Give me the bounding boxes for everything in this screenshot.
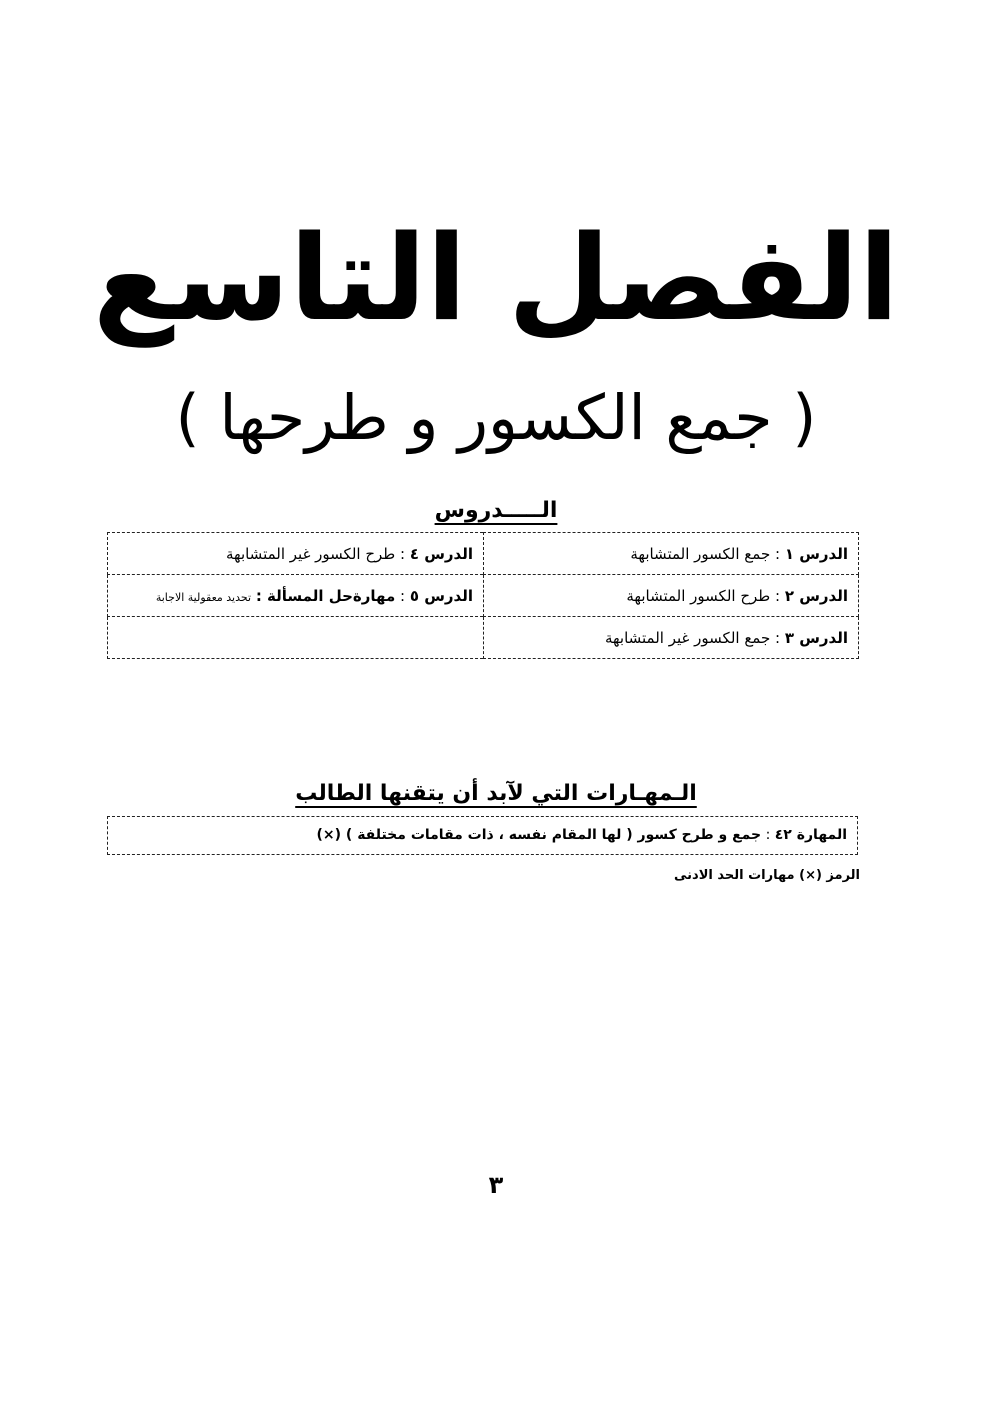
lesson-text: مهارةحل المسألة : bbox=[255, 586, 396, 605]
chapter-subtitle: ( جمع الكسور و طرحها ) bbox=[175, 381, 817, 454]
lesson-text: طرح الكسور غير المتشابهة bbox=[225, 544, 396, 563]
lesson-label: الدرس ٣ bbox=[784, 628, 848, 647]
lesson-text: طرح الكسور المتشابهة bbox=[626, 586, 771, 605]
skill-label: المهارة ٤٢ bbox=[774, 827, 847, 843]
chapter-title: الفصل التاسع bbox=[92, 209, 900, 347]
skill-box bbox=[107, 816, 858, 855]
lesson-cell bbox=[108, 575, 484, 617]
skill-text: جمع و طرح كسور ( لها المقام نفسه ، ذات مقامات مختلفة ) (×) bbox=[316, 827, 762, 843]
page-number: ٣ bbox=[488, 1171, 504, 1199]
lesson-cell-empty bbox=[108, 617, 484, 659]
lessons-heading: الـــــدروس bbox=[434, 498, 558, 523]
lesson-text: جمع الكسور المتشابهة bbox=[630, 544, 771, 563]
table-row bbox=[108, 533, 859, 575]
lesson-cell bbox=[108, 533, 484, 575]
lesson-label: الدرس ٥ bbox=[409, 586, 473, 605]
lesson-separator: : bbox=[770, 544, 785, 563]
lesson-cell bbox=[484, 617, 859, 659]
skill-separator: : bbox=[761, 827, 775, 843]
lesson-cell bbox=[484, 575, 859, 617]
lesson-text: جمع الكسور غير المتشابهة bbox=[604, 628, 771, 647]
lesson-label: الدرس ٢ bbox=[784, 586, 848, 605]
lesson-separator: : bbox=[770, 628, 785, 647]
lesson-label: الدرس ١ bbox=[784, 544, 848, 563]
lessons-table bbox=[107, 532, 859, 659]
table-row bbox=[108, 575, 859, 617]
lesson-note: تحديد معقولية الاجابة bbox=[155, 590, 252, 604]
skills-heading: الـمهـارات التي لآبد أن يتقنها الطالب bbox=[295, 781, 697, 806]
lesson-label: الدرس ٤ bbox=[409, 544, 473, 563]
table-row bbox=[108, 617, 859, 659]
lesson-separator: : bbox=[395, 544, 410, 563]
legend-note: الرمز (×) مهارات الحد الادنى bbox=[673, 868, 860, 883]
lesson-separator: : bbox=[395, 586, 410, 605]
lesson-cell bbox=[484, 533, 859, 575]
lesson-separator: : bbox=[770, 586, 785, 605]
